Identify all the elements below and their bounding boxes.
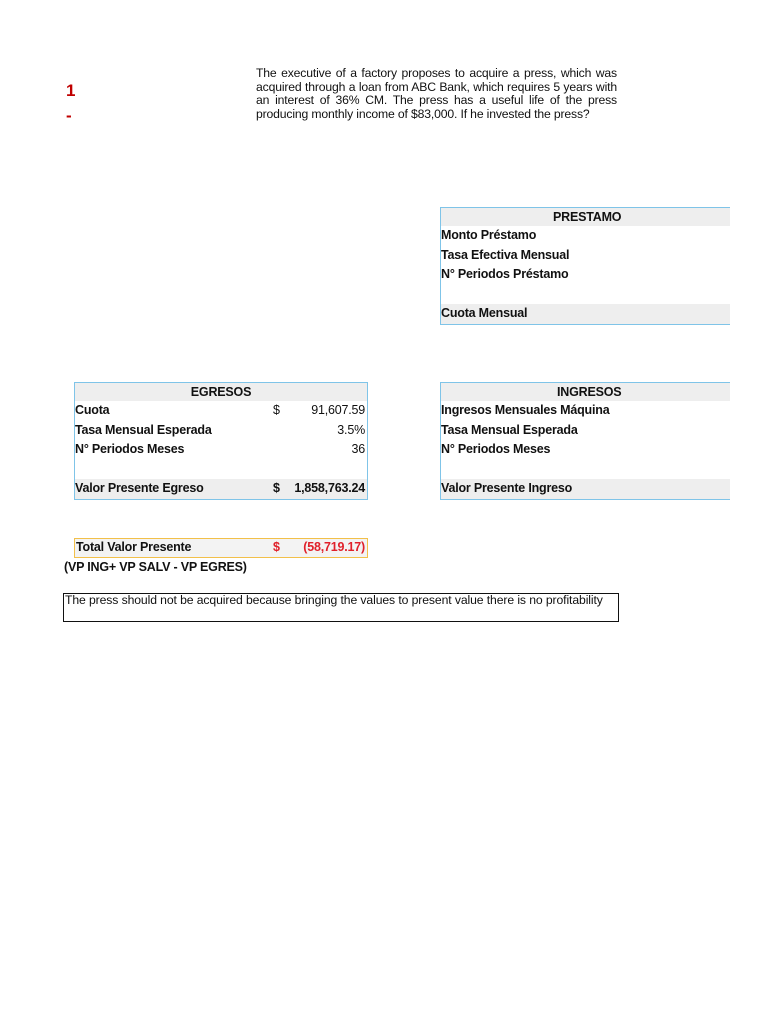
prestamo-row (441, 246, 730, 266)
egresos-row-currency: $ (273, 403, 280, 417)
total-valor-presente (74, 538, 368, 558)
problem-number-value: 1 (66, 81, 76, 100)
egresos-spacer (75, 460, 367, 480)
ingresos-table (440, 382, 730, 500)
problem-statement: The executive of a factory proposes to acquire a press, which was acquired through a loan from ABC Bank, which requires 5 years with an interest of 36% CM. The press has a useful life of the press producing monthly income of $83,000. If he invested the press? (256, 66, 617, 121)
egresos-row (75, 421, 367, 441)
egresos-total-label: Valor Presente Egreso (75, 481, 204, 495)
egresos-row-label: Tasa Mensual Esperada (75, 422, 212, 437)
total-valor-presente-value: (58,719.17) (303, 540, 365, 554)
ingresos-total-row (441, 479, 730, 499)
ingresos-row-label: N° Periodos Meses (441, 442, 551, 456)
egresos-row-value: 3.5% (337, 422, 365, 437)
ingresos-row (441, 440, 730, 460)
ingresos-total-label: Valor Presente Ingreso (441, 481, 573, 495)
egresos-row-value: 91,607.59 (311, 403, 365, 417)
ingresos-header: INGRESOS (441, 383, 730, 401)
prestamo-row-label: Monto Préstamo (441, 228, 537, 242)
ingresos-row (441, 401, 730, 421)
egresos-total-currency: $ (273, 481, 280, 495)
ingresos-spacer (441, 460, 730, 480)
egresos-table (74, 382, 368, 500)
ingresos-row-label: Tasa Mensual Esperada (441, 422, 578, 437)
prestamo-row (441, 265, 730, 285)
prestamo-row-label: Tasa Efectiva Mensual (441, 247, 570, 262)
conclusion-box: The press should not be acquired because bringing the values to present value there is no profitability (63, 593, 619, 622)
prestamo-total-label: Cuota Mensual (441, 306, 528, 320)
prestamo-header: PRESTAMO (441, 208, 730, 226)
problem-number-dash: - (66, 106, 72, 125)
prestamo-spacer (441, 285, 730, 305)
egresos-header: EGRESOS (75, 383, 367, 401)
ingresos-row (441, 421, 730, 441)
egresos-row-value: 36 (351, 442, 365, 456)
prestamo-row-label: N° Periodos Préstamo (441, 267, 569, 281)
prestamo-total-row (441, 304, 730, 324)
egresos-row-label: N° Periodos Meses (75, 442, 185, 456)
prestamo-row (441, 226, 730, 246)
egresos-total-value: 1,858,763.24 (294, 481, 365, 495)
egresos-total-row (75, 479, 367, 499)
total-valor-presente-label: Total Valor Presente (76, 540, 192, 554)
egresos-row (75, 440, 367, 460)
egresos-row (75, 401, 367, 421)
total-valor-presente-currency: $ (273, 540, 280, 554)
egresos-row-label: Cuota (75, 403, 110, 417)
ingresos-row-label: Ingresos Mensuales Máquina (441, 403, 610, 417)
prestamo-table (440, 207, 730, 325)
total-formula: (VP ING+ VP SALV - VP EGRES) (64, 560, 247, 574)
problem-number (66, 80, 86, 127)
